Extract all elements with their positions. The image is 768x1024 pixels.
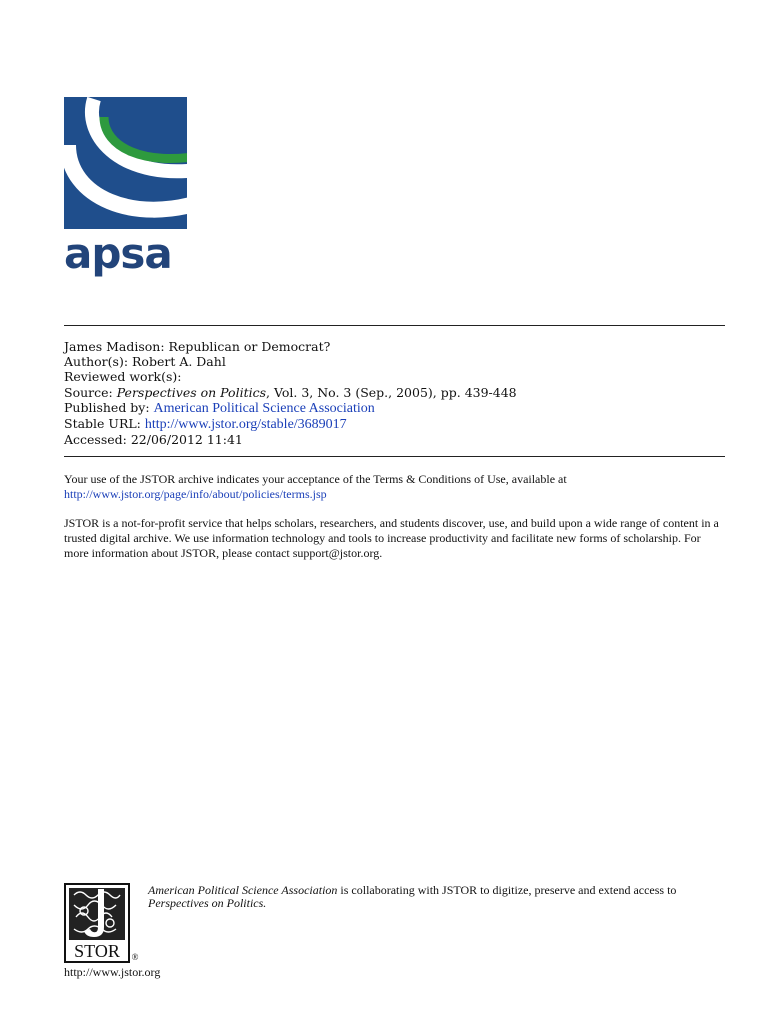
registered-mark: ®	[131, 952, 139, 962]
jstor-url[interactable]: http://www.jstor.org	[64, 965, 161, 979]
terms-link[interactable]: http://www.jstor.org/page/info/about/policies/terms.jsp	[64, 487, 327, 501]
source-rest: , Vol. 3, No. 3 (Sep., 2005), pp. 439-448	[266, 384, 517, 400]
top-rule	[64, 325, 725, 326]
reviewed-line: Reviewed work(s):	[64, 369, 182, 385]
apsa-logo-icon	[64, 97, 187, 229]
collaboration-note	[148, 884, 738, 910]
source-journal: Perspectives on Politics	[116, 384, 267, 400]
stable-prefix: Stable URL:	[64, 416, 145, 432]
middle-rule	[64, 456, 725, 457]
stable-url-link[interactable]: http://www.jstor.org/stable/3689017	[144, 417, 347, 433]
article-title: James Madison: Republican or Democrat?	[64, 339, 331, 354]
published-prefix: Published by:	[64, 399, 154, 415]
citation-block	[64, 339, 724, 447]
collab-text: is collaborating with JSTOR to digitize, preserve and extend access to	[337, 883, 677, 897]
source-line	[64, 385, 724, 400]
about-paragraph: JSTOR is a not-for-profit service that helps scholars, researchers, and students discover, use, and build upon a wide range of content in a trusted digital archive. We use information technology and tools to increase productivity and facilitate new forms of scholarship. For more information about JSTOR, please contact support@jstor.org.	[64, 516, 719, 560]
jstor-logo-text: STOR	[74, 941, 120, 961]
author-line: Author(s): Robert A. Dahl	[64, 354, 226, 370]
published-line	[64, 400, 724, 416]
apsa-wordmark: apsa	[64, 229, 172, 278]
terms-text: Your use of the JSTOR archive indicates your acceptance of the Terms & Conditions of Use, available at	[64, 472, 567, 486]
jstor-logo-icon	[64, 883, 144, 963]
terms-paragraph	[64, 472, 724, 502]
accessed-line: Accessed: 22/06/2012 11:41	[64, 432, 243, 448]
collab-org: American Political Science Association	[148, 883, 338, 897]
publisher-link[interactable]: American Political Science Association	[153, 400, 375, 416]
stable-url-line	[64, 416, 724, 432]
source-prefix: Source:	[64, 384, 117, 400]
collab-journal: Perspectives on Politics.	[148, 896, 267, 910]
